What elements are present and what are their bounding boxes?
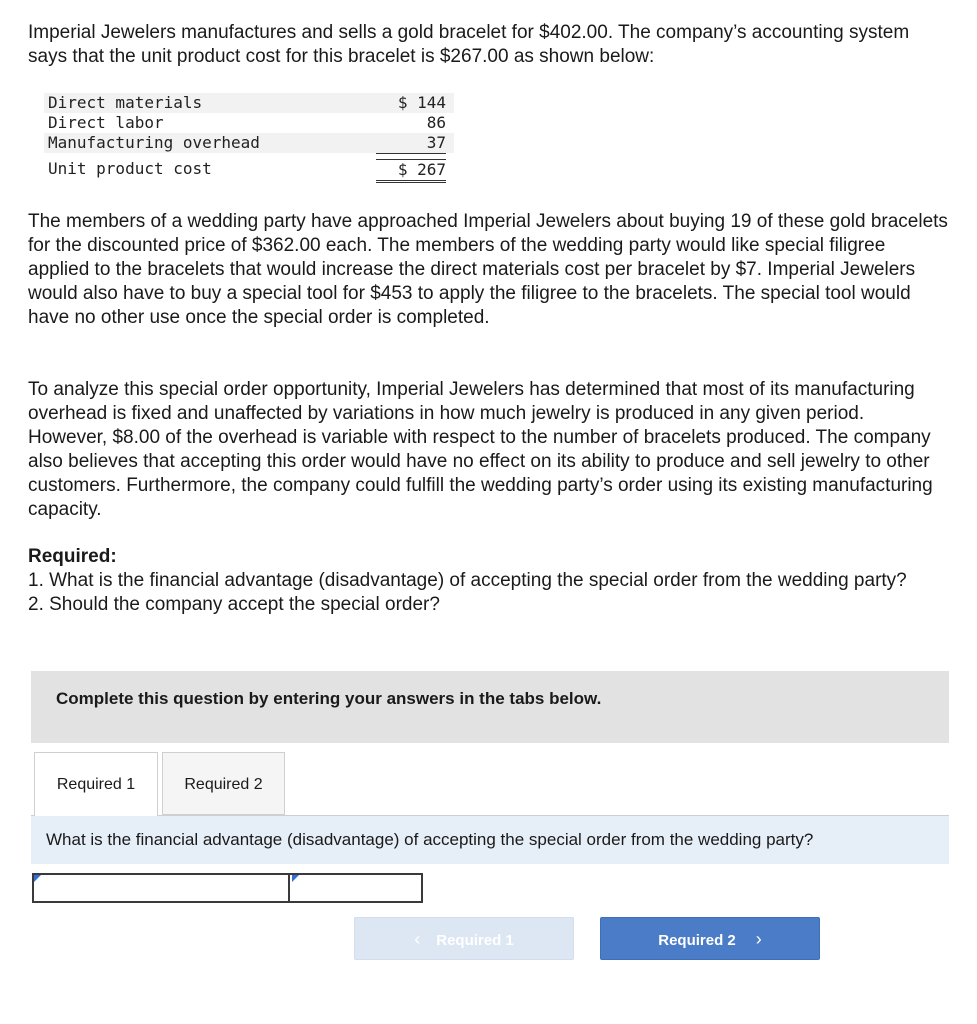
required-question-2: 2. Should the company accept the special order? (28, 594, 440, 615)
cost-total-amount: $ 267 (376, 159, 446, 183)
tab-required-1[interactable]: Required 1 (34, 752, 158, 816)
cost-amount: 37 (376, 133, 446, 154)
required-question-1: 1. What is the financial advantage (disadvantage) of accepting the special order from the wedding party? (28, 570, 907, 591)
cost-row-direct-labor (44, 113, 454, 133)
input-marker-icon (34, 875, 41, 882)
answer-row (32, 873, 423, 903)
cost-row-unit-product-cost (44, 159, 454, 179)
unit-cost-table (44, 93, 454, 179)
cost-amount: 86 (426, 113, 446, 132)
chevron-left-icon: ‹ (414, 929, 421, 949)
instruction-banner (31, 671, 949, 743)
instruction-text: Complete this question by entering your answers in the tabs below. (56, 689, 602, 708)
chevron-right-icon: › (755, 929, 762, 949)
input-marker-icon (292, 875, 299, 882)
overhead-analysis-paragraph: To analyze this special order opportunity, Imperial Jewelers has determined that most of its manufacturing overhead is fixed and unaffected by variations in how much jewelry is produced in any given period. However, $8.00 of the overhead is variable with respect to the number of bracelets produced. The company also believes that accepting this order would have no effect on its ability to produce and sell jewelry to other customers. Furthermore, the company could fulfill the wedding party’s order using its existing manufacturing capacity. (28, 379, 933, 520)
previous-required-button[interactable] (354, 917, 574, 960)
cost-label: Direct labor (48, 113, 164, 132)
previous-button-label: Required 1 (436, 932, 514, 949)
cost-row-manufacturing-overhead (44, 133, 454, 153)
order-description-paragraph: The members of a wedding party have approached Imperial Jewelers about buying 19 of these gold bracelets for the discounted price of $362.00 each. The members of the wedding party would like special filigree applied to the bracelets that would increase the direct materials cost per bracelet by $7. Imperial Jewelers would also have to buy a special tool for $453 to apply the filigree to the bracelets. The special tool would have no other use once the special order is completed. (28, 211, 948, 328)
answer-label-input[interactable] (34, 875, 290, 901)
tab-required-2[interactable]: Required 2 (162, 752, 285, 815)
question-text: What is the financial advantage (disadvantage) of accepting the special order from the wedding party? (46, 830, 814, 849)
cost-label: Direct materials (48, 93, 203, 112)
answer-amount-input[interactable] (292, 875, 421, 901)
cost-row-direct-materials (44, 93, 454, 113)
question-bar (31, 816, 949, 864)
cost-total-label: Unit product cost (48, 159, 212, 178)
next-required-button[interactable] (600, 917, 820, 960)
cost-label: Manufacturing overhead (48, 133, 260, 152)
intro-paragraph: Imperial Jewelers manufactures and sells a gold bracelet for $402.00. The company’s accounting system says that the unit product cost for this bracelet is $267.00 as shown below: (28, 22, 910, 67)
next-button-label: Required 2 (658, 932, 736, 949)
cost-amount: $ 144 (397, 93, 446, 112)
required-title: Required: (28, 546, 117, 567)
required-section (28, 545, 948, 617)
